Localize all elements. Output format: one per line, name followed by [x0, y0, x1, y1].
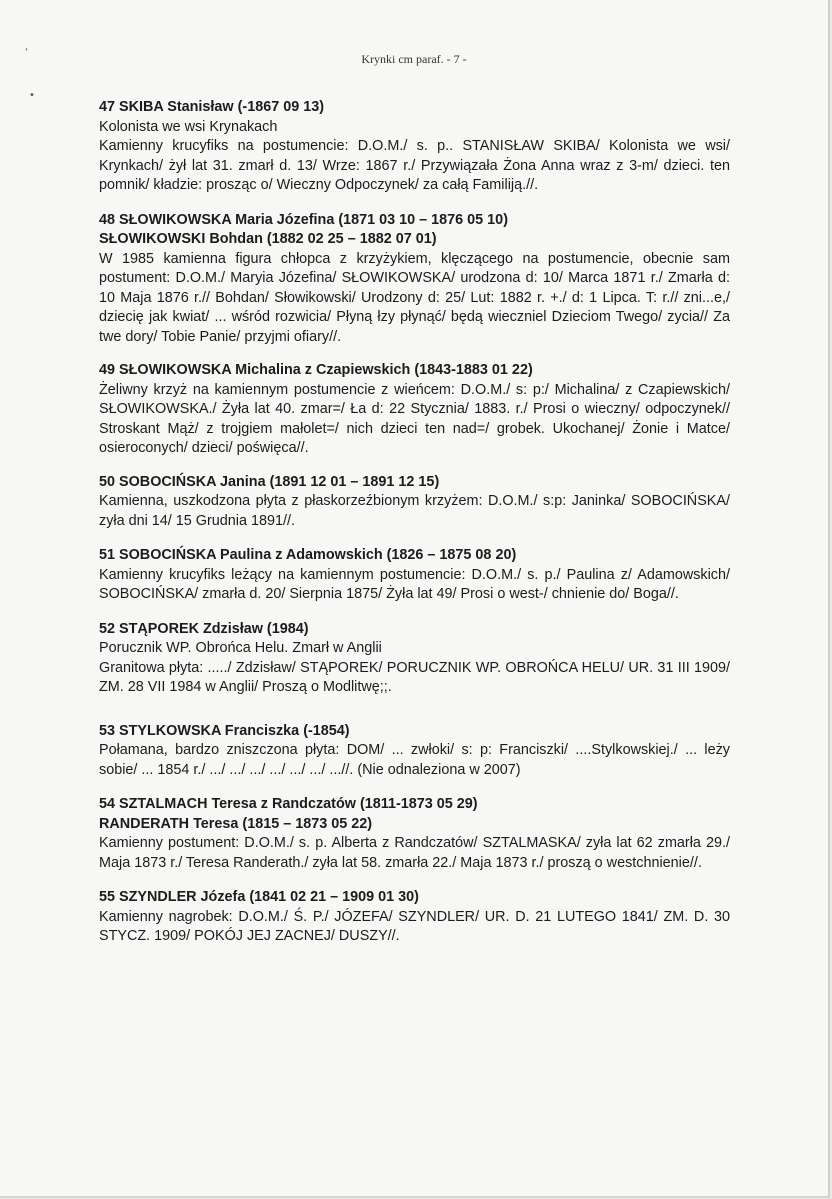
entry-heading-secondary: SŁOWIKOWSKI Bohdan (1882 02 25 – 1882 07 01) [99, 231, 437, 247]
entry-body: Kamienny krucyfiks na postumencie: D.O.M./ s. p.. STANISŁAW SKIBA/ Kolonista we wsi/ Krynkach/ żył lat 31. zmarł d. 13/ Wrze: 1867 r./ Przywiązała Żona Anna wraz z 3-m/ dzieci. ten pomnik/ kładzie: prosząc o/ Wieczny Odpoczynek/ za całą Familiją.//. [99, 138, 730, 193]
entry-heading: 52 STĄPOREK Zdzisław (1984) [99, 620, 309, 637]
entry-heading: 50 SOBOCIŃSKA Janina (1891 12 01 – 1891 12 15) [99, 473, 440, 490]
entry-body: Kamienny postument: D.O.M./ s. p. Alberta z Randczatów/ SZTALMASKA/ zyła lat 62 zmarła 29./ Maja 1873 r./ Teresa Randerath./ zyła lat 58. zmarła 22./ Maja 1873 r./ proszą o westchnienie//. [99, 835, 730, 871]
page-content [99, 98, 730, 962]
entry-heading: 51 SOBOCIŃSKA Paulina z Adamowskich (1826 – 1875 08 20) [99, 547, 517, 563]
entry-heading: 55 SZYNDLER Józefa (1841 02 21 – 1909 01 30) [99, 889, 419, 905]
entry-heading: 47 SKIBA Stanisław (-1867 09 13) [99, 99, 325, 115]
entry-47 [99, 98, 730, 196]
entry-body: Połamana, bardzo zniszczona płyta: DOM/ ... zwłoki/ s: p: Franciszki/ ....Stylkowskiej./ ... leży sobie/ ... 1854 r./ .../ .../ .../ .../ .../ .../ ...//. (Nie odnaleziona w 2007) [99, 742, 730, 778]
entry-heading: 48 SŁOWIKOWSKA Maria Józefina (1871 03 10 – 1876 05 10) [99, 211, 508, 228]
entry-52 [99, 620, 730, 698]
entry-49 [99, 361, 730, 459]
entry-heading: 54 SZTALMACH Teresa z Randczatów (1811-1873 05 29) [99, 796, 478, 812]
entry-53 [99, 722, 730, 781]
entry-subtitle: Kolonista we wsi Krynakach [99, 118, 278, 135]
entry-48 [99, 211, 730, 348]
entry-body: Żeliwny krzyż na kamiennym postumencie z wieńcem: D.O.M./ s: p:/ Michalina/ z Czapiewskich/ SŁOWIKOWSKA./ Żyła lat 40. zmar=/ Ła d: 22 Stycznia/ 1883. r./ Prosi o wieczny/ odpoczynek// Stroskant Mąż/ z trojgiem małolet=/ nich dzieci ten nad=/ grobek. Ukochanej/ Żonie i Matce/ osieroconych/ dzieci/ poświęca//. [99, 381, 730, 456]
entry-subtitle: Porucznik WP. Obrońca Helu. Zmarł w Anglii [99, 640, 382, 656]
entry-51 [99, 546, 730, 605]
entry-body: Kamienna, uszkodzona płyta z płaskorzeźbionym krzyżem: D.O.M./ s:p: Janinka/ SOBOCIŃSKA/ zyła dni 14/ 15 Grudnia 1891//. [99, 493, 730, 529]
entry-50 [99, 473, 730, 532]
entry-body: Granitowa płyta: ...../ Zdzisław/ STĄPOREK/ PORUCZNIK WP. OBROŃCA HELU/ UR. 31 III 1909/ ZM. 28 VII 1984 w Anglii/ Proszą o Modlitwę;;. [99, 659, 730, 695]
entry-heading-secondary: RANDERATH Teresa (1815 – 1873 05 22) [99, 815, 373, 832]
running-head: Krynki cm paraf. - 7 - [361, 52, 467, 66]
entry-body: W 1985 kamienna figura chłopca z krzyżykiem, klęczącego na postumencie, obecnie sam postument: D.O.M./ Maryia Józefina/ SŁOWIKOWSKA/ urodzona d: 10/ Marca 1871 r./ Zmarła d: 10 Maja 1876 r.// Bohdan/ Słowikowski/ Urodzony d: 25/ Lut: 1882 r. +./ d: 1 Lipca. T: r.// zni...e,/ dziecię jak kwiat/ ... wśród rozwicia/ Płyną łzy płynąć/ będą wieczniel Dzieciom Twego/ zycia// Za twe dory/ Tobie Panie/ przyjmi ofiary//. [99, 250, 730, 345]
entry-body: Kamienny krucyfiks leżący na kamiennym postumencie: D.O.M./ s. p./ Paulina z/ Adamowskich/ SOBOCIŃSKA/ zmarła d. 20/ Sierpnia 1875/ Żyła lat 49/ Prosi o west-/ chnienie do/ Boga//. [99, 566, 730, 602]
scan-dot-mark: • [29, 90, 35, 101]
entry-55 [99, 888, 730, 947]
entry-54 [99, 795, 730, 873]
scan-speck-mark: ‘ [25, 47, 29, 58]
entry-body: Kamienny nagrobek: D.O.M./ Ś. P./ JÓZEFA/ SZYNDLER/ UR. D. 21 LUTEGO 1841/ ZM. D. 30 STYCZ. 1909/ POKÓJ JEJ ZACNEJ/ DUSZY//. [99, 908, 730, 944]
entry-heading: 53 STYLKOWSKA Franciszka (-1854) [99, 722, 350, 739]
entry-heading: 49 SŁOWIKOWSKA Michalina z Czapiewskich (1843-1883 01 22) [99, 362, 533, 378]
